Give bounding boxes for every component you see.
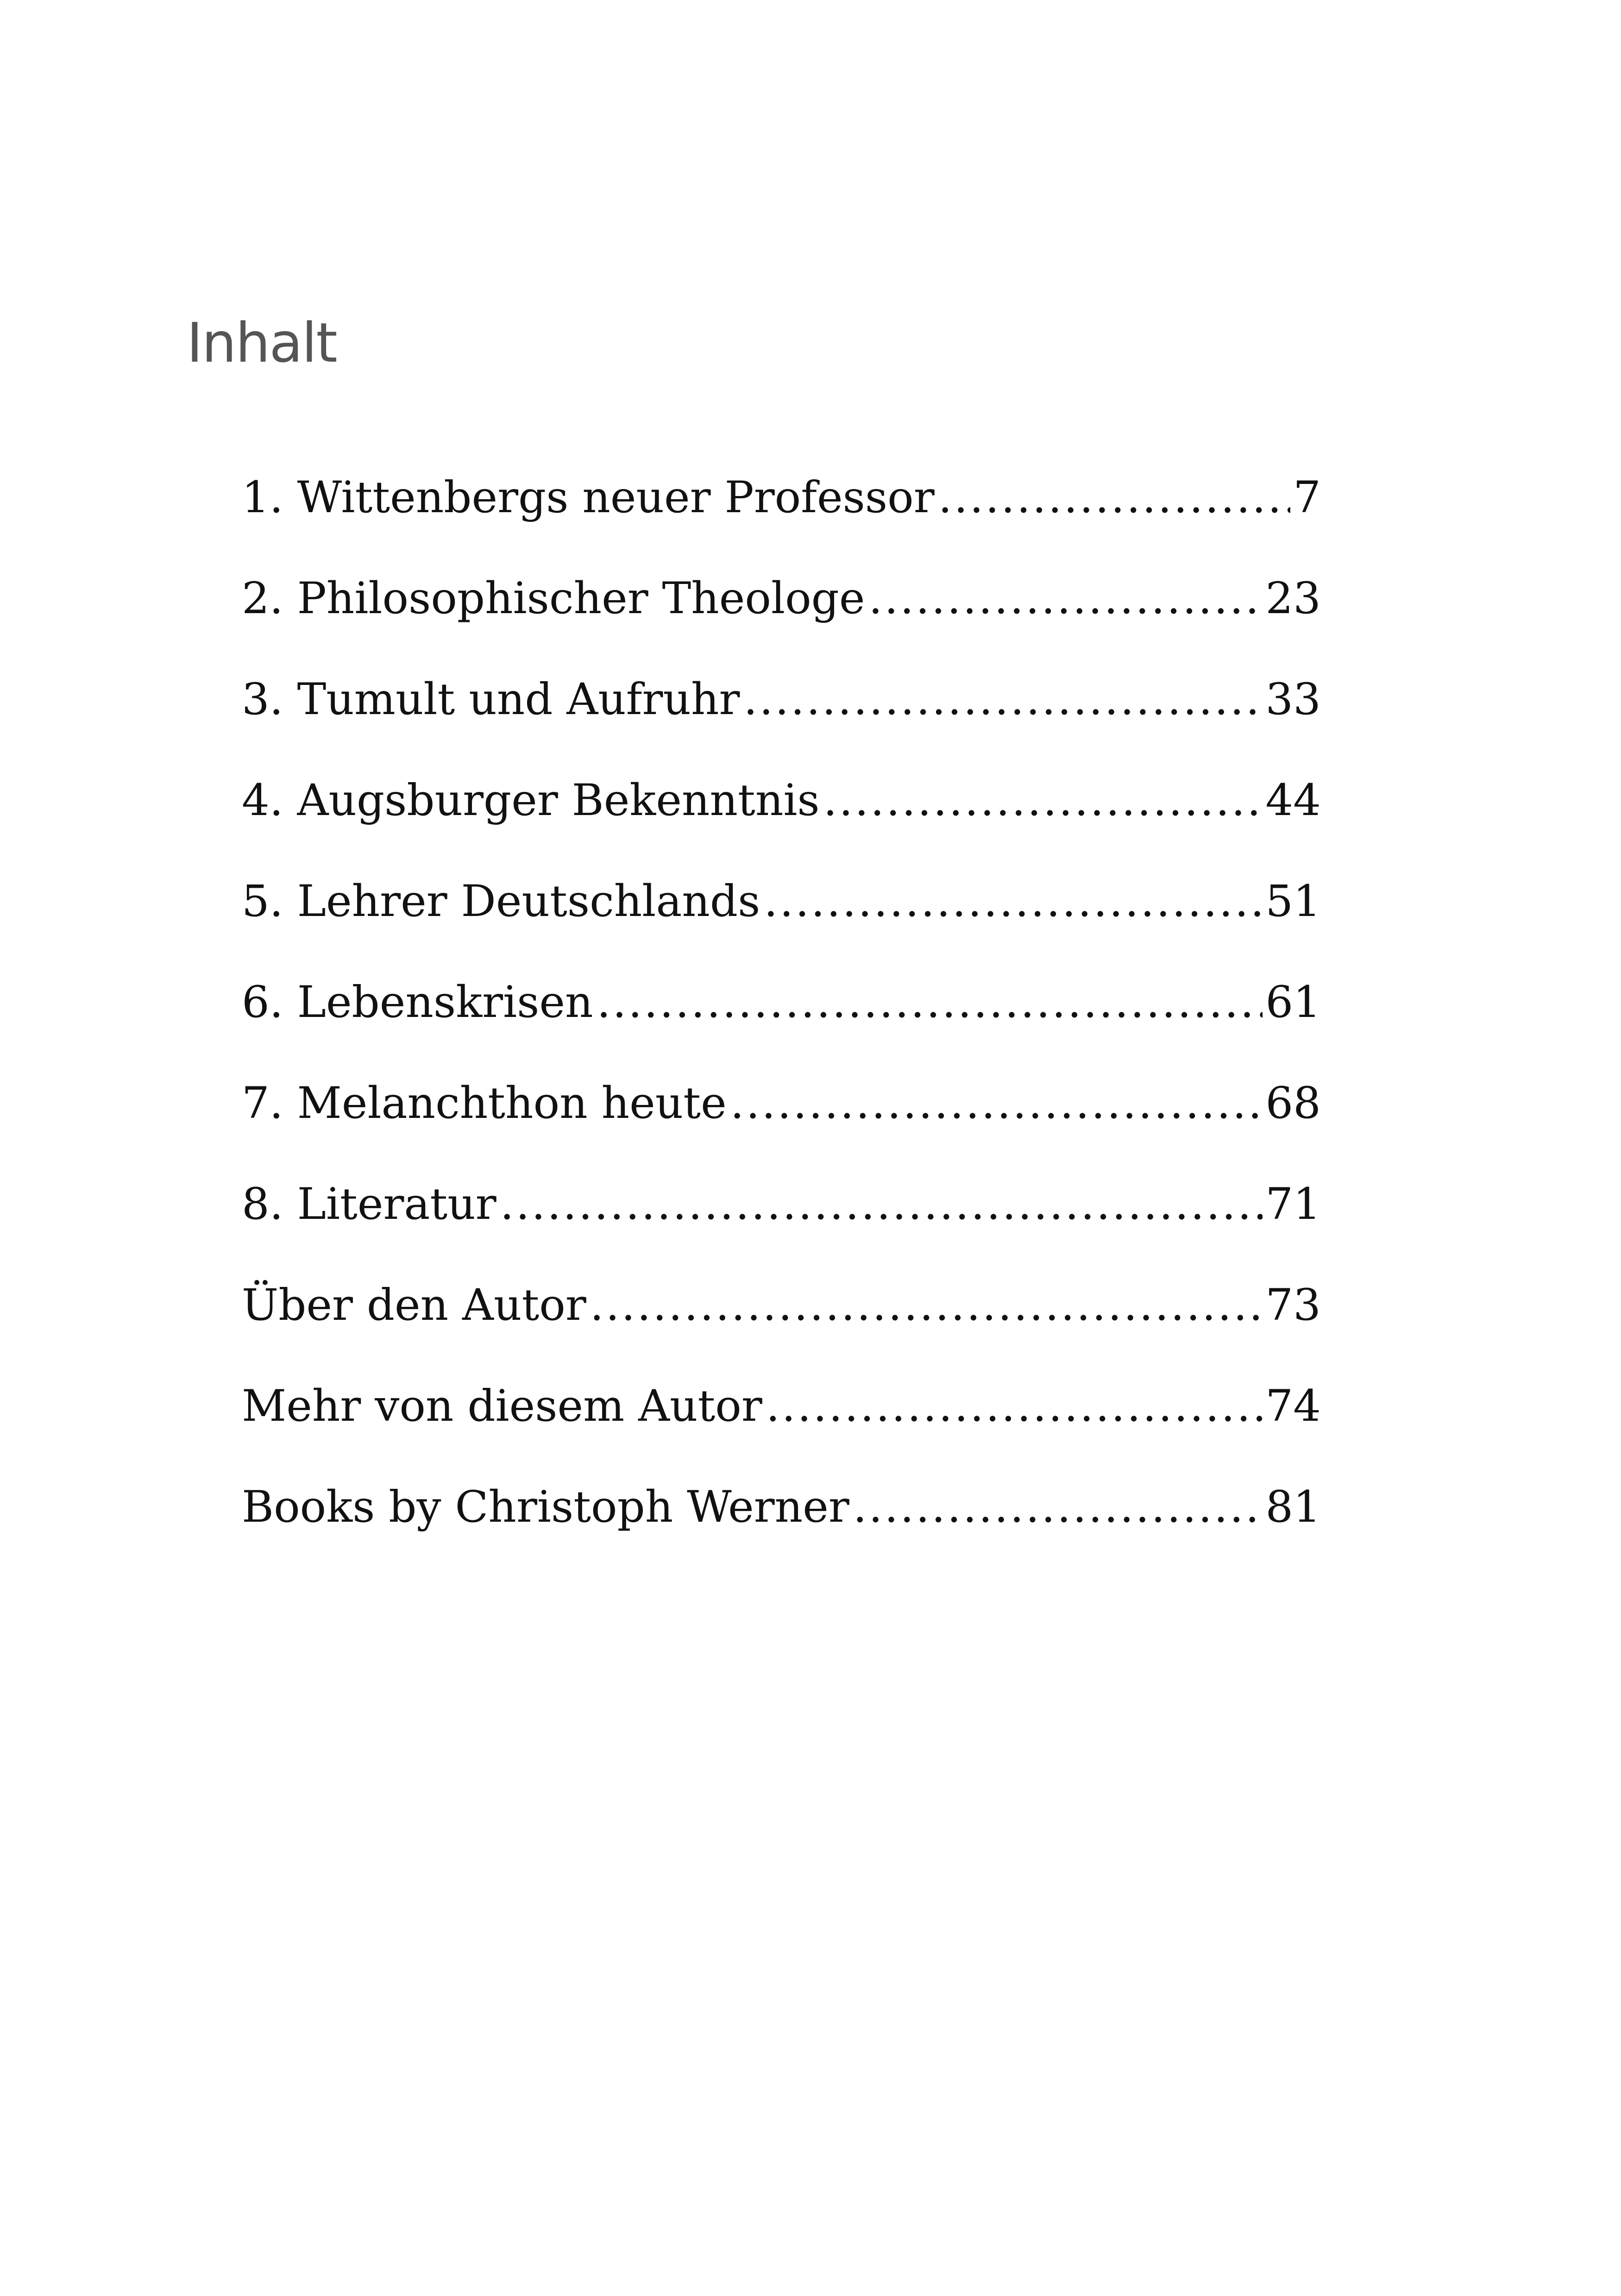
toc-entry-title: Über den Autor bbox=[242, 1280, 586, 1330]
toc-entry-title: 7. Melanchthon heute bbox=[242, 1078, 727, 1129]
toc-entry-8[interactable] bbox=[242, 1170, 1321, 1271]
toc-dot-leader bbox=[938, 463, 1290, 533]
toc-entry-7[interactable] bbox=[242, 1069, 1321, 1170]
toc-page-number: 33 bbox=[1265, 674, 1321, 725]
toc-page-number: 51 bbox=[1265, 876, 1321, 927]
toc-entry-1[interactable] bbox=[242, 463, 1321, 564]
toc-entry-9[interactable] bbox=[242, 1271, 1321, 1372]
toc-page-number: 23 bbox=[1265, 573, 1321, 624]
toc-page-number: 81 bbox=[1265, 1482, 1321, 1532]
toc-dot-leader bbox=[590, 1271, 1263, 1340]
toc-entry-title: Mehr von diesem Autor bbox=[242, 1381, 762, 1431]
toc-dot-leader bbox=[823, 766, 1263, 835]
toc-entry-11[interactable] bbox=[242, 1473, 1321, 1574]
toc-page-number: 7 bbox=[1293, 472, 1321, 523]
toc-page-number: 68 bbox=[1265, 1078, 1321, 1129]
toc-entry-3[interactable] bbox=[242, 665, 1321, 766]
toc-entry-title: 4. Augsburger Bekenntnis bbox=[242, 775, 820, 826]
toc-entry-6[interactable] bbox=[242, 968, 1321, 1069]
toc-dot-leader bbox=[853, 1473, 1263, 1542]
toc-entry-title: 3. Tumult und Aufruhr bbox=[242, 674, 740, 725]
toc-entry-2[interactable] bbox=[242, 564, 1321, 665]
toc-page-number: 71 bbox=[1265, 1179, 1321, 1230]
toc-dot-leader bbox=[764, 867, 1263, 936]
toc-dot-leader bbox=[868, 564, 1263, 634]
toc-entry-4[interactable] bbox=[242, 766, 1321, 867]
toc-page-number: 74 bbox=[1265, 1381, 1321, 1431]
toc-dot-leader bbox=[744, 665, 1263, 734]
toc-entry-5[interactable] bbox=[242, 867, 1321, 968]
toc-entry-title: 1. Wittenbergs neuer Professor bbox=[242, 472, 935, 523]
toc-dot-leader bbox=[500, 1170, 1263, 1239]
toc-dot-leader bbox=[766, 1372, 1263, 1441]
toc-entry-title: 8. Literatur bbox=[242, 1179, 496, 1230]
toc-entry-10[interactable] bbox=[242, 1372, 1321, 1473]
toc-dot-leader bbox=[730, 1069, 1263, 1138]
toc-entry-title: 5. Lehrer Deutschlands bbox=[242, 876, 760, 927]
toc-entry-title: Books by Christoph Werner bbox=[242, 1482, 849, 1532]
toc-entry-title: 6. Lebenskrisen bbox=[242, 977, 593, 1028]
toc-page-number: 44 bbox=[1265, 775, 1321, 826]
toc-page-number: 73 bbox=[1265, 1280, 1321, 1330]
toc-heading: Inhalt bbox=[187, 311, 337, 375]
table-of-contents bbox=[242, 463, 1321, 1574]
toc-page-number: 61 bbox=[1265, 977, 1321, 1028]
toc-entry-title: 2. Philosophischer Theologe bbox=[242, 573, 865, 624]
toc-dot-leader bbox=[597, 968, 1263, 1037]
